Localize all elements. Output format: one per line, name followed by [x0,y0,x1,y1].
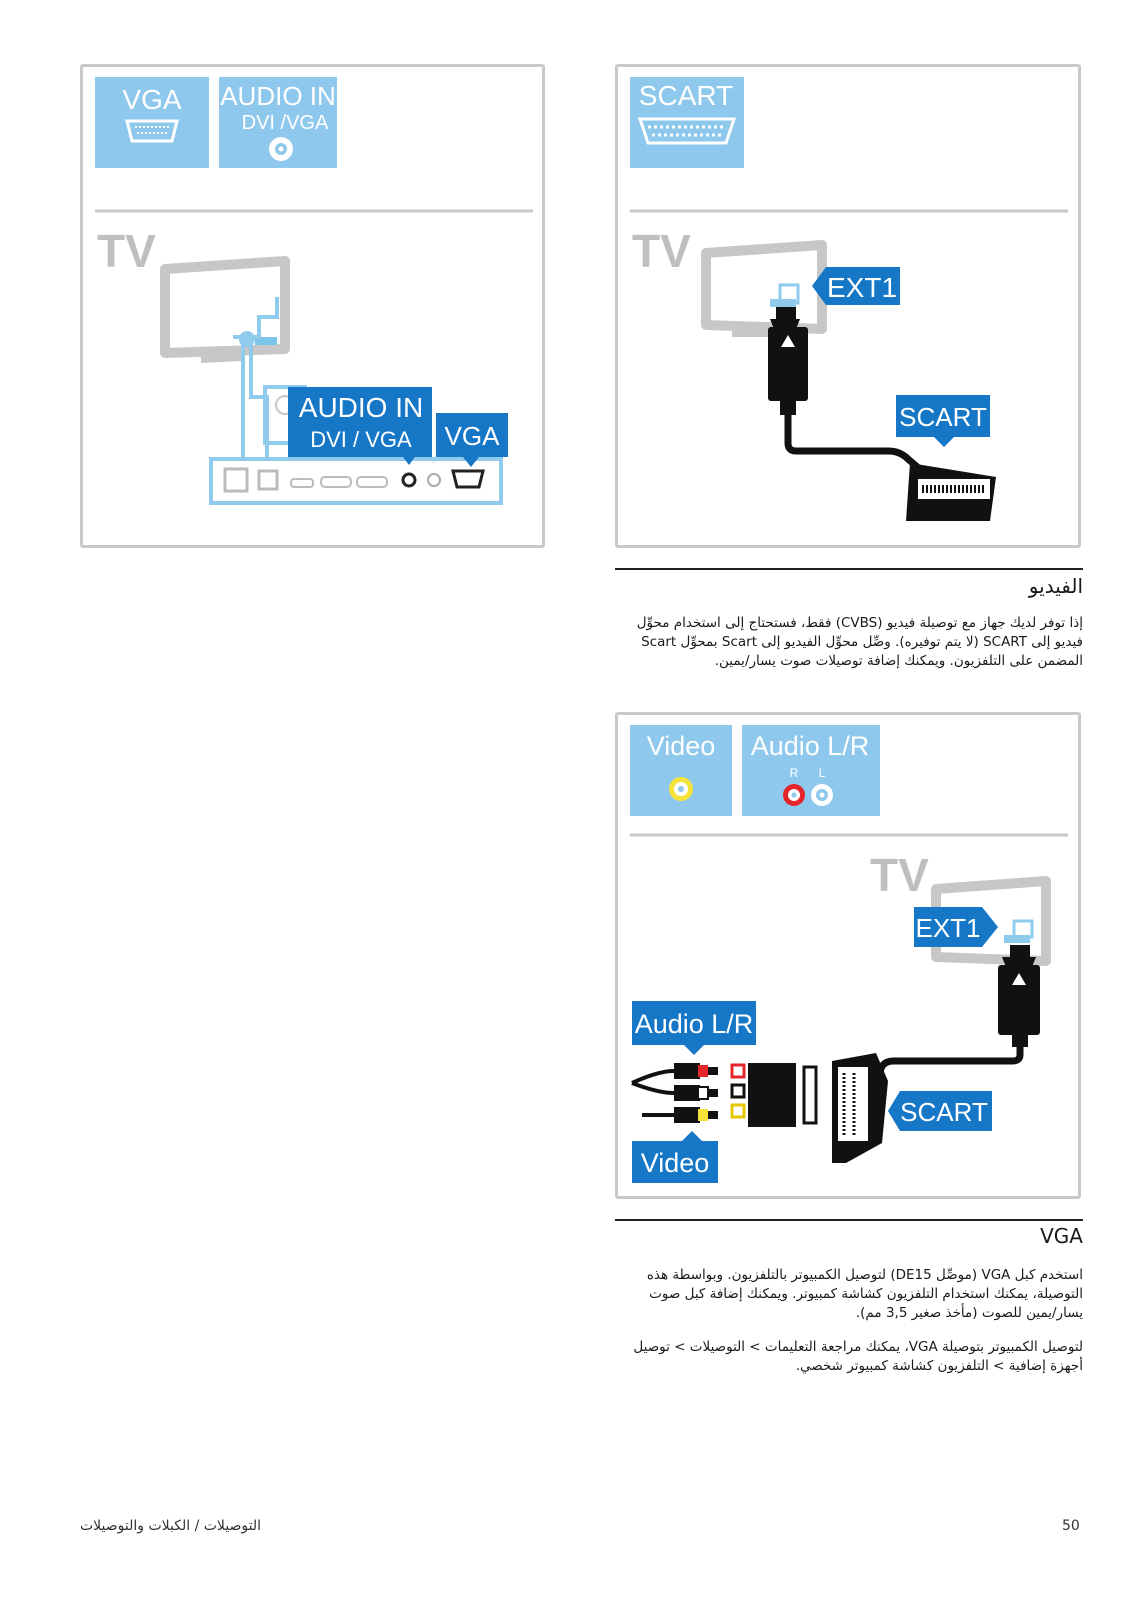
audio-l-label: L [818,766,826,780]
vga-diagram [83,67,543,545]
tv-icon [706,245,822,337]
ext1-label-text: EXT1 [915,913,981,943]
video-section-title: الفيديو [1028,574,1083,598]
video-label [632,1131,718,1183]
scart-label-text: SCART [900,1097,988,1127]
video-header-label: Video [646,731,716,761]
page-number: 50 [1062,1518,1080,1534]
audio-r-label: R [789,766,799,780]
ext1-label-text: EXT1 [826,272,898,303]
vga-label-text: VGA [444,421,500,451]
scart-label [896,395,990,447]
audio-jack-icon [269,137,293,161]
tv-label: TV [870,849,929,901]
vga-header-label: VGA [122,84,182,115]
audio-in-label-line1: AUDIO IN [298,392,424,423]
vga-diagram-panel [80,64,545,548]
scart-label [888,1091,992,1131]
audio-in-label [288,387,432,465]
scart-diagram [618,67,1079,545]
video-section-rule [615,568,1083,570]
video-adapter-icon [732,1063,816,1127]
vga-section-title: VGA [1040,1224,1083,1248]
audio-lr-label-text: Audio L/R [634,1009,754,1039]
tv-label: TV [97,225,156,277]
ext1-label [812,267,900,305]
video-label-text: Video [640,1148,710,1178]
tv-label: TV [632,225,691,277]
ext1-label [914,907,998,947]
audio-lr-label [632,1001,756,1055]
vga-section-paragraph-1: استخدم كبل VGA (موصِّل DE15) لتوصيل الكمبيوتر بالتلفزيون. وبواسطة هذه التوصيلة، يمكنك استخدام التلفزيون كشاشة كمبيوتر. ويمكنك إضافة كبل صوت يسار/يمين للصوت (مأخذ صغير 3,5 مم). [646,1267,1083,1321]
footer-section-title: التوصيلات / الكبلات والتوصيلات [80,1518,261,1534]
scart-diagram-panel [615,64,1081,548]
tv-icon [165,261,285,363]
scart-header-label: SCART [638,80,734,111]
audio-lr-header-label: Audio L/R [750,731,870,761]
video-diagram-panel [615,712,1081,1199]
audio-in-label-line2: DVI / VGA [310,427,412,452]
video-jack-icon [669,777,693,801]
scart-label-text: SCART [899,402,987,432]
audio-in-header-line1: AUDIO IN [220,81,336,111]
vga-section-rule [615,1219,1083,1221]
video-diagram [618,715,1079,1196]
video-section-paragraph: إذا توفر لديك جهاز مع توصيلة فيديو (CVBS) فقط، فستحتاج إلى استخدام محوِّل فيديو إلى SCART (لا يتم توفيره). وصِّل محوِّل الفيديو إلى Scart بمحوِّل Scart المضمن على التلفزيون. ويمكنك إضافة توصيلات صوت يسار/يمين. [636,615,1083,669]
audio-in-header-line2: DVI /VGA [241,112,329,134]
rca-plugs-icon [632,1063,718,1123]
vga-section-paragraph-2: لتوصيل الكمبيوتر بتوصيلة VGA، يمكنك مراجعة التعليمات > التوصيلات > توصيل أجهزة إضافية > التلفزيون كشاشة كمبيوتر شخصي. [633,1339,1083,1374]
vga-cable [233,297,277,457]
